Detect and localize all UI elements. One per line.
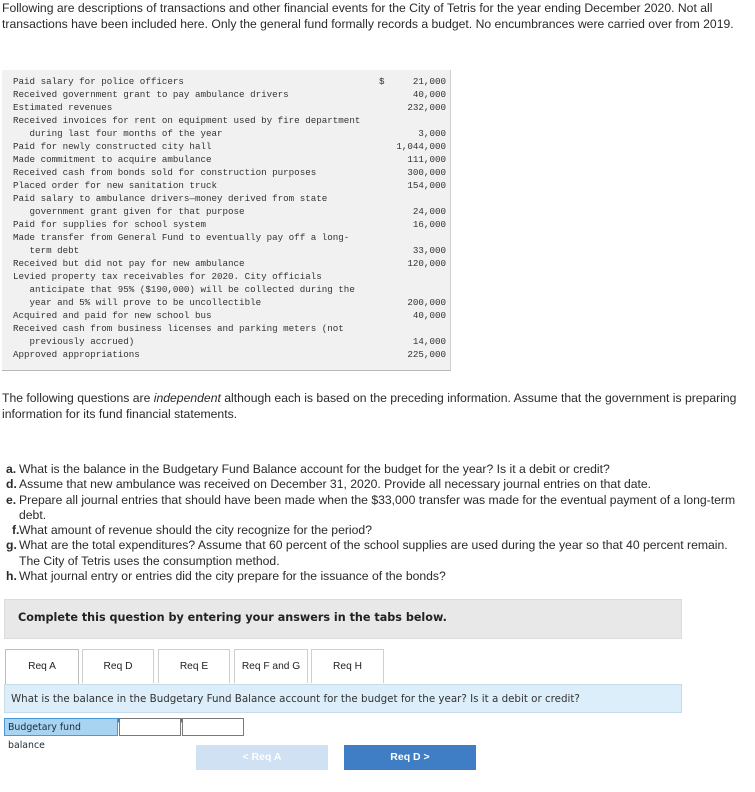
question-letter: h.	[6, 569, 17, 584]
transaction-description: Received government grant to pay ambulance drivers	[13, 89, 289, 100]
tab-req-a[interactable]: Req A	[5, 649, 79, 686]
question-letter: f.	[12, 523, 20, 538]
question-letter: g.	[6, 538, 17, 553]
question-letter: a.	[6, 462, 17, 476]
transactions-table	[2, 70, 451, 371]
transaction-description: Approved appropriations	[13, 349, 140, 360]
transaction-description: Made commitment to acquire ambulance	[13, 154, 212, 165]
transaction-amount: 33,000	[412, 245, 446, 256]
question-a	[6, 462, 746, 477]
transaction-description: Placed order for new sanitation truck	[13, 180, 217, 191]
question-g	[6, 538, 746, 569]
currency-symbol: $	[379, 76, 385, 87]
transaction-description: Received invoices for rent on equipment used by fire department	[13, 115, 361, 126]
question-text: Prepare all journal entries that should have been made when the $33,000 transfer was made for the eventual payment of a long-term debt.	[19, 492, 736, 522]
transaction-amount: 111,000	[407, 154, 446, 165]
transaction-description: year and 5% will prove to be uncollectible	[13, 297, 262, 308]
tab-req-e[interactable]: Req E	[158, 649, 230, 683]
transaction-row	[2, 166, 450, 179]
transaction-description: Acquired and paid for new school bus	[13, 310, 212, 321]
instructions-banner	[4, 599, 682, 639]
transaction-description: Received cash from bonds sold for construction purposes	[13, 167, 317, 178]
transaction-amount: 21,000	[412, 76, 446, 87]
transaction-amount: 14,000	[412, 336, 446, 347]
transaction-description: Estimated revenues	[13, 102, 113, 113]
transaction-amount: 225,000	[407, 349, 446, 360]
question-bar	[4, 684, 682, 713]
tab-req-f-and-g[interactable]: Req F and G	[234, 649, 308, 683]
question-text: What amount of revenue should the city recognize for the period?	[19, 523, 372, 538]
instructions-text	[2, 391, 742, 422]
transaction-amount: 24,000	[412, 206, 446, 217]
transaction-row	[2, 309, 450, 322]
debit-credit-input[interactable]	[182, 718, 244, 736]
instructions-part: The following questions are	[2, 391, 154, 405]
transaction-amount: 16,000	[412, 219, 446, 230]
transaction-description: previously accrued)	[13, 336, 135, 347]
transaction-description: Received but did not pay for new ambulance	[13, 258, 245, 269]
transaction-row	[2, 140, 450, 153]
transaction-description: Paid for newly constructed city hall	[13, 141, 212, 152]
transaction-description: Levied property tax receivables for 2020. City officials	[13, 271, 322, 282]
transaction-row	[2, 88, 450, 101]
tab-req-h[interactable]: Req H	[311, 649, 384, 683]
transaction-row	[2, 322, 450, 348]
transaction-row	[2, 75, 450, 88]
transaction-amount: 154,000	[407, 180, 446, 191]
transaction-amount: 200,000	[407, 297, 446, 308]
instructions-part: although each is based on the preceding information. Assume that the government is preparing information for its fund financial statements.	[2, 391, 737, 421]
transaction-row	[2, 114, 450, 140]
transaction-row	[2, 257, 450, 270]
transaction-row	[2, 101, 450, 114]
transaction-description: anticipate that 95% ($190,000) will be collected during the	[13, 284, 355, 295]
transaction-amount: 232,000	[407, 102, 446, 113]
transaction-row	[2, 218, 450, 231]
instructions-banner-label: Complete this question by entering your answers in the tabs below.	[18, 611, 447, 624]
transaction-description: Received cash from business licenses and parking meters (not	[13, 323, 344, 334]
prev-req-button[interactable]: < Req A	[196, 745, 328, 770]
transaction-amount: 300,000	[407, 167, 446, 178]
question-f	[6, 523, 746, 538]
question-d	[6, 477, 746, 492]
question-h	[6, 569, 746, 584]
transaction-description: term debt	[13, 245, 80, 256]
transaction-description: Made transfer from General Fund to eventually pay off a long-	[13, 232, 350, 243]
transaction-row	[2, 348, 450, 361]
transaction-description: Paid salary to ambulance drivers—money derived from state	[13, 193, 328, 204]
instructions-emphasis: independent	[153, 391, 221, 405]
transaction-amount: 40,000	[412, 89, 446, 100]
question-letter: d.	[6, 477, 17, 492]
transaction-row	[2, 192, 450, 218]
answer-label: Budgetary fund balance	[4, 718, 118, 736]
question-text: What journal entry or entries did the city prepare for the issuance of the bonds?	[19, 569, 446, 584]
tab-req-d[interactable]: Req D	[82, 649, 154, 683]
question-list	[6, 462, 746, 584]
next-req-button[interactable]: Req D >	[344, 745, 476, 770]
intro-text: Following are descriptions of transactions and other financial events for the City of Tetris for the year ending December 2020. Not all transactions have been included here. Only the general fund formally records a budget. No encumbrances were carried over from 2019.	[2, 1, 734, 31]
transaction-row	[2, 270, 450, 309]
transaction-amount: 1,044,000	[396, 141, 446, 152]
question-e	[6, 493, 746, 524]
transaction-amount: 40,000	[412, 310, 446, 321]
transaction-row	[2, 153, 450, 166]
question-bar-text: What is the balance in the Budgetary Fund Balance account for the budget for the year? Is it a debit or credit?	[11, 693, 580, 705]
balance-amount-input[interactable]	[119, 718, 181, 736]
question-text: What are the total expenditures? Assume that 60 percent of the school supplies are used during the year so that 40 percent remain. The City of Tetris uses the consumption method.	[19, 538, 728, 568]
question-letter: e.	[6, 492, 17, 507]
question-text: Assume that new ambulance was received on December 31, 2020. Provide all necessary journal entries on that date.	[19, 477, 652, 492]
transaction-description: government grant given for that purpose	[13, 206, 245, 217]
question-text: What is the balance in the Budgetary Fund Balance account for the budget for the year? Is it a debit or credit?	[19, 462, 610, 476]
transaction-description: during last four months of the year	[13, 128, 223, 139]
transaction-amount: 3,000	[418, 128, 446, 139]
transaction-row	[2, 179, 450, 192]
transaction-description: Paid for supplies for school system	[13, 219, 206, 230]
transaction-amount: 120,000	[407, 258, 446, 269]
transaction-description: Paid salary for police officers	[13, 76, 184, 87]
transaction-row	[2, 231, 450, 257]
